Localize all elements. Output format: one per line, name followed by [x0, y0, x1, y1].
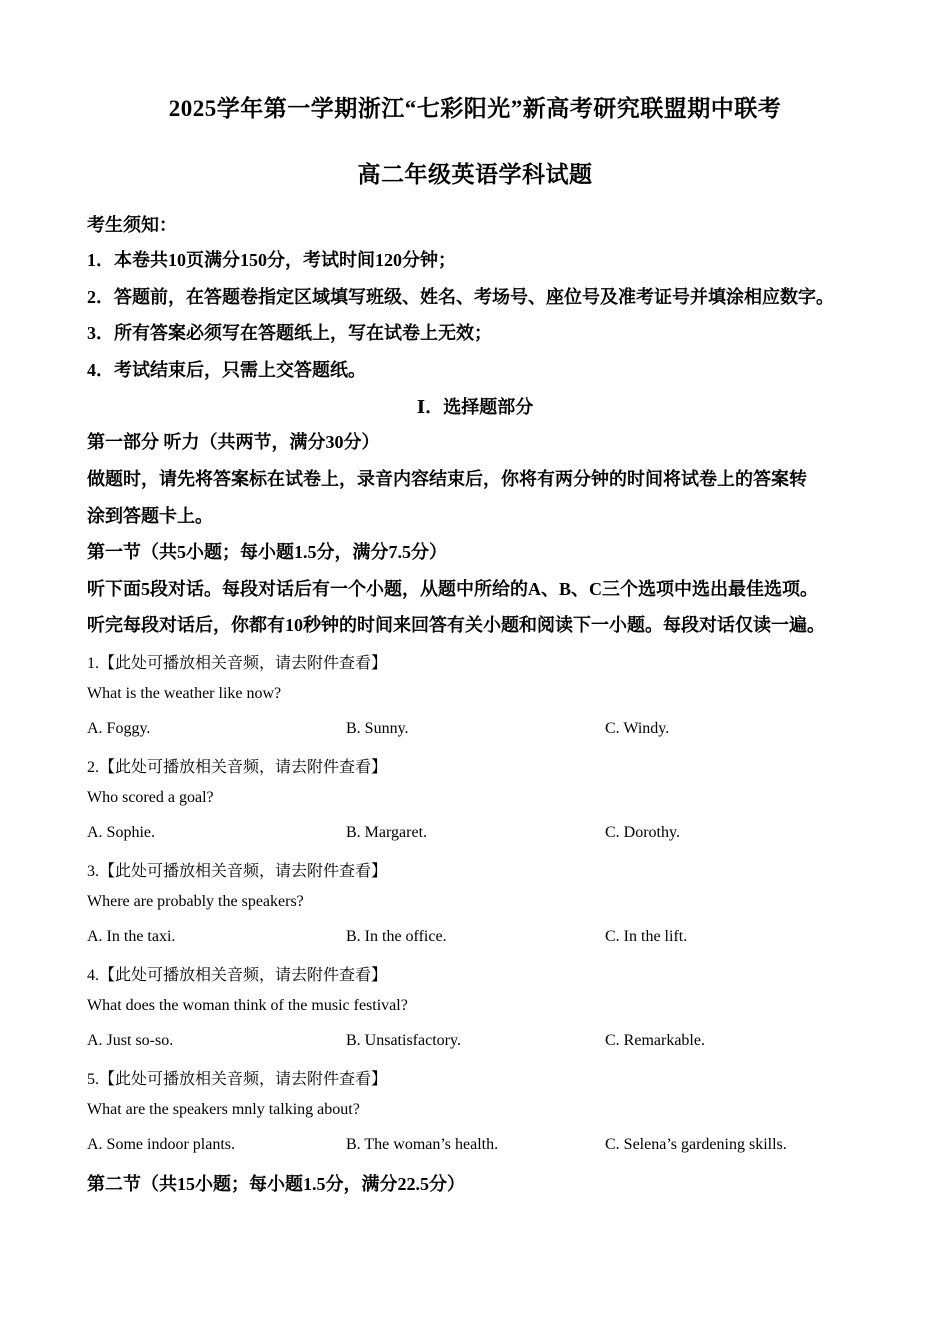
option-a: A. In the taxi.: [87, 928, 176, 945]
option-b: B. Margaret.: [346, 824, 428, 841]
option-b: B. Sunny.: [346, 720, 409, 737]
notice-item: 3．所有答案必须写在答题纸上，写在试卷上无效；: [87, 323, 492, 343]
notice-item: 4．考试结束后，只需上交答题纸。: [87, 360, 366, 380]
section1-instruction-cont: 听完每段对话后，你都有10秒钟的时间来回答有关小题和阅读下一小题。每段对话仅读一遍。: [87, 615, 825, 635]
question-text: Where are probably the speakers?: [87, 893, 304, 910]
audio-placeholder-link[interactable]: 2.【此处可播放相关音频，请去附件查看】: [87, 759, 388, 776]
notice-item: 2．答题前，在答题卷指定区域填写班级、姓名、考场号、座位号及准考证号并填涂相应数字。: [87, 287, 834, 307]
question-text: What are the speakers mnly talking about?: [87, 1101, 360, 1118]
exam-subtitle: 高二年级英语学科试题: [357, 162, 593, 187]
question-text: What does the woman think of the music festival?: [87, 997, 408, 1014]
option-a: A. Some indoor plants.: [87, 1136, 235, 1153]
option-c: C. Selena’s gardening skills.: [605, 1136, 787, 1153]
option-b: B. Unsatisfactory.: [346, 1032, 461, 1049]
option-c: C. Remarkable.: [605, 1032, 705, 1049]
exam-title: 2025学年第一学期浙江“七彩阳光”新高考研究联盟期中联考: [168, 96, 782, 121]
option-c: C. In the lift.: [605, 928, 688, 945]
question-text: What is the weather like now?: [87, 685, 282, 702]
section1-heading: 第一节（共5小题；每小题1.5分，满分7.5分）: [87, 542, 447, 562]
option-a: A. Foggy.: [87, 720, 151, 737]
option-a: A. Sophie.: [87, 824, 155, 841]
notice-heading: 考生须知：: [87, 215, 177, 235]
option-b: B. In the office.: [346, 928, 447, 945]
part1-heading: 第一部分 听力（共两节，满分30分）: [87, 432, 380, 452]
audio-placeholder-link[interactable]: 3.【此处可播放相关音频，请去附件查看】: [87, 863, 388, 880]
notice-item: 1．本卷共10页满分150分，考试时间120分钟；: [87, 250, 456, 270]
option-c: C. Windy.: [605, 720, 670, 737]
audio-placeholder-link[interactable]: 4.【此处可播放相关音频，请去附件查看】: [87, 967, 388, 984]
question-text: Who scored a goal?: [87, 789, 214, 806]
option-b: B. The woman’s health.: [346, 1136, 499, 1153]
option-c: C. Dorothy.: [605, 824, 680, 841]
audio-placeholder-link[interactable]: 5.【此处可播放相关音频，请去附件查看】: [87, 1071, 388, 1088]
audio-placeholder-link[interactable]: 1.【此处可播放相关音频，请去附件查看】: [87, 655, 388, 672]
part1-instruction: 做题时，请先将答案标在试卷上，录音内容结束后，你将有两分钟的时间将试卷上的答案转: [87, 469, 807, 489]
part1-instruction-cont: 涂到答题卡上。: [87, 506, 213, 526]
section-heading: Ⅰ．选择题部分: [416, 397, 534, 417]
section2-heading: 第二节（共15小题；每小题1.5分，满分22.5分）: [87, 1174, 465, 1194]
option-a: A. Just so-so.: [87, 1032, 174, 1049]
section1-instruction: 听下面5段对话。每段对话后有一个小题，从题中所给的A、B、C三个选项中选出最佳选项。: [87, 579, 818, 599]
